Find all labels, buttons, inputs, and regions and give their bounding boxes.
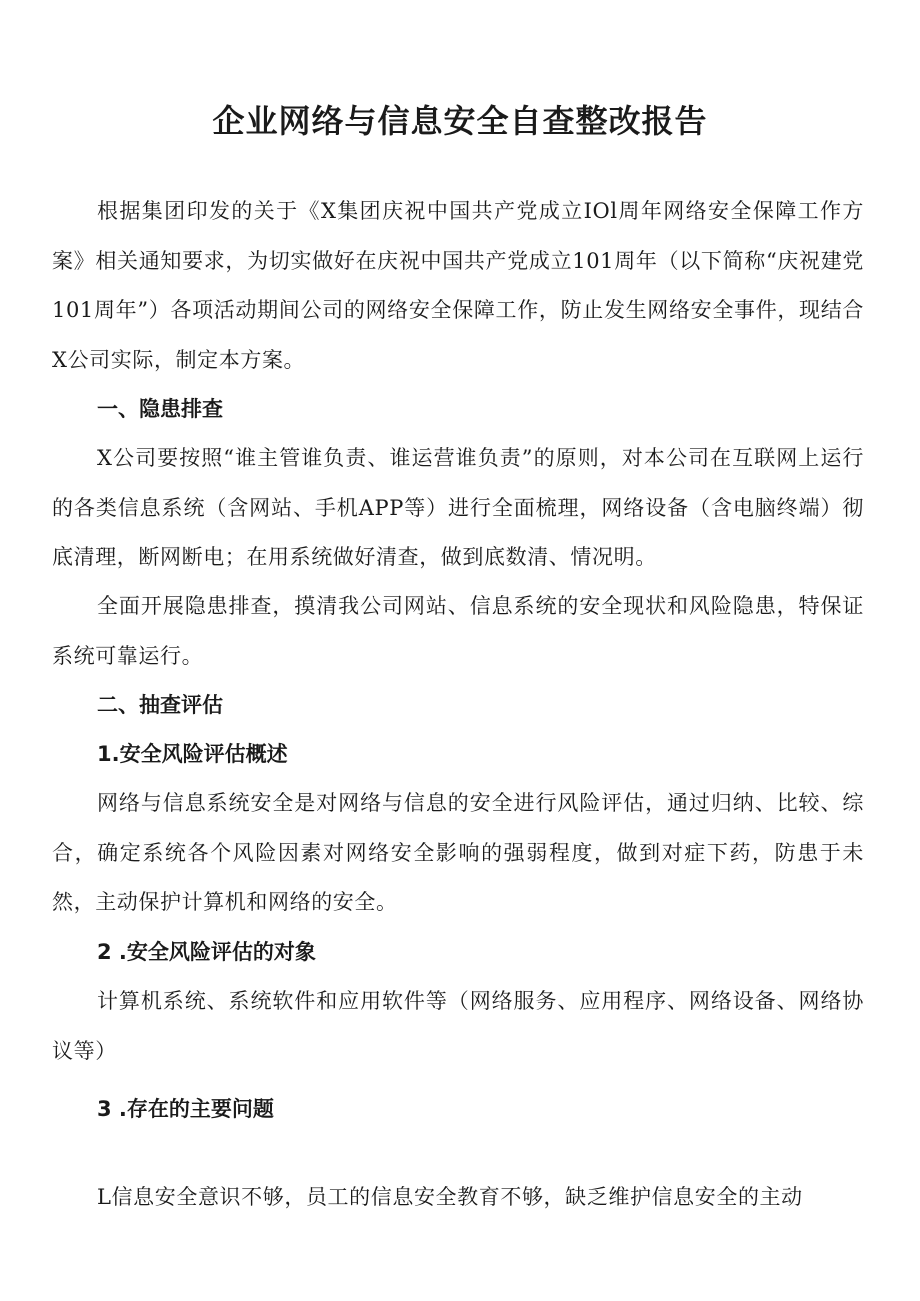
problem-item-1: L信息安全意识不够，员工的信息安全教育不够，缺乏维护信息安全的主动 <box>97 1185 803 1209</box>
subsection-heading-risk-overview: 1.安全风险评估概述 <box>97 742 288 766</box>
hazard-check-paragraph-1: X公司要按照“谁主管谁负责、谁运营谁负责”的原则，对本公司在互联网上运行的各类信息系统（含网站、手机APP等）进行全面梳理，网络设备（含电脑终端）彻底清理，断网断电；在用系统做好清查，做到底数清、情况明。 <box>52 446 864 570</box>
document-title: 企业网络与信息安全自查整改报告 <box>212 102 708 140</box>
subsection-heading-main-problems: 3 .存在的主要问题 <box>97 1097 274 1121</box>
hazard-check-paragraph-2: 全面开展隐患排查，摸清我公司网站、信息系统的安全现状和风险隐患，特保证系统可靠运行。 <box>52 594 864 668</box>
risk-overview-paragraph: 网络与信息系统安全是对网络与信息的安全进行风险评估，通过归纳、比较、综合，确定系统各个风险因素对网络安全影响的强弱程度，做到对症下药，防患于未然，主动保护计算机和网络的安全。 <box>52 791 864 915</box>
section-heading-spot-check: 二、抽查评估 <box>97 693 223 717</box>
intro-paragraph: 根据集团印发的关于《X集团庆祝中国共产党成立IOl周年网络安全保障工作方案》相关通知要求，为切实做好在庆祝中国共产党成立101周年（以下简称“庆祝建党101周年”）各项活动期间公司的网络安全保障工作，防止发生网络安全事件，现结合X公司实际，制定本方案。 <box>52 199 864 372</box>
subsection-heading-risk-objects: 2 .安全风险评估的对象 <box>97 940 316 964</box>
risk-objects-paragraph: 计算机系统、系统软件和应用软件等（网络服务、应用程序、网络设备、网络协议等） <box>52 989 864 1063</box>
section-heading-hazard-check: 一、隐患排查 <box>97 397 223 421</box>
